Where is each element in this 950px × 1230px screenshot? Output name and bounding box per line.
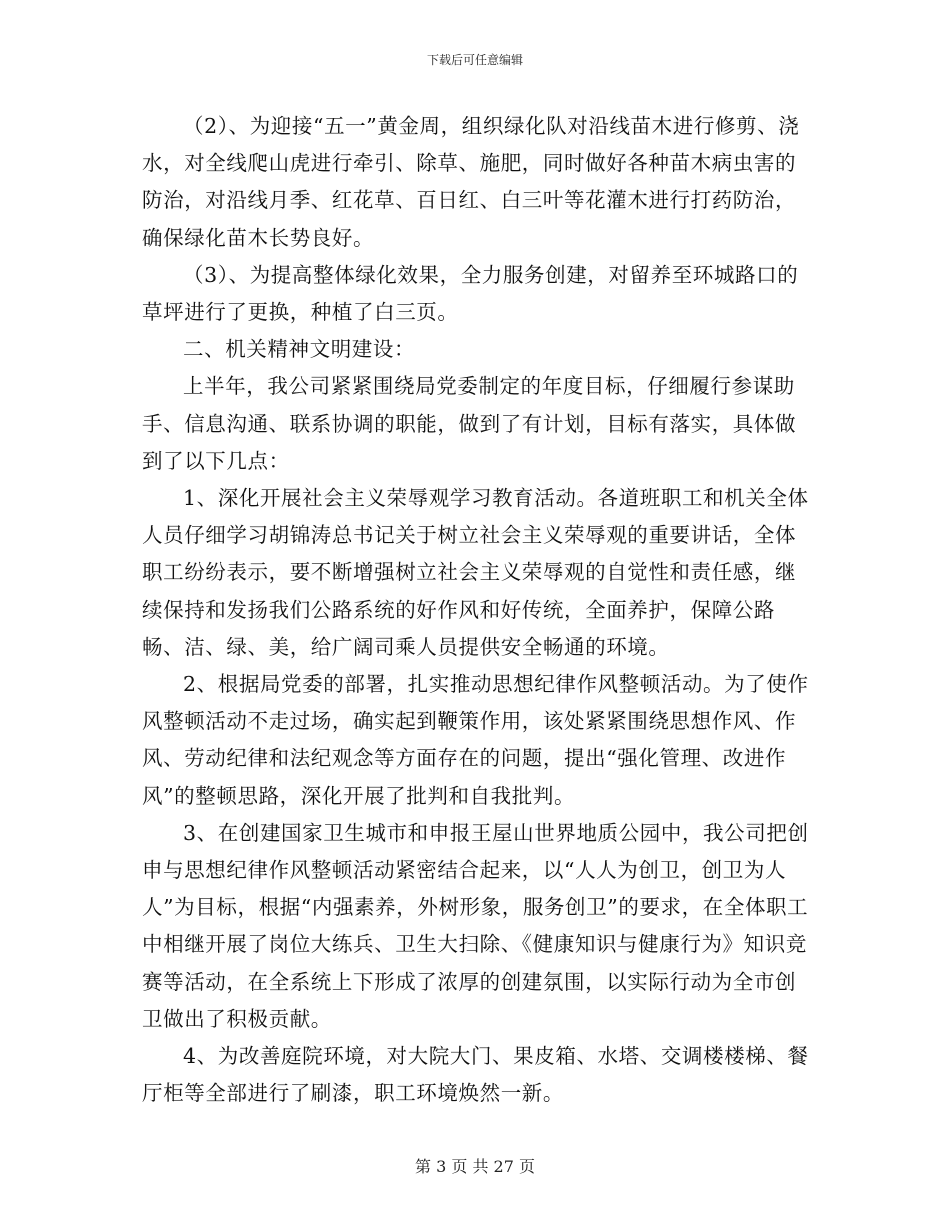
list-item-3: 3、在创建国家卫生城市和申报王屋山世界地质公园中，我公司把创申与思想纪律作风整顿活动紧密结合起来，以“人人为创卫，创卫为人人”为目标，根据“内强素养，外树形象，服务创卫”的要求，在全体职工中相继开展了岗位大练兵、卫生大扫除、《健康知识与健康行为》知识竞赛等活动，在全系统上下形成了浓厚的创建氛围，以实际行动为全市创卫做出了积极贡献。	[142, 820, 809, 1031]
paragraph-half-year-overview: 上半年，我公司紧紧围绕局党委制定的年度目标，仔细履行参谋助手、信息沟通、联系协调的职能，做到了有计划，目标有落实，具体做到了以下几点：	[142, 374, 797, 473]
list-item-4: 4、为改善庭院环境，对大院大门、果皮箱、水塔、交调楼楼梯、餐厅柜等全部进行了刷漆，职工环境焕然一新。	[142, 1044, 809, 1106]
page-header: 下载后可任意编辑	[426, 53, 523, 67]
paragraph-greening-may-day: （2）、为迎接“五一”黄金周，组织绿化队对沿线苗木进行修剪、浇水，对全线爬山虎进行牵引、除草、施肥，同时做好各种苗木病虫害的防治，对沿线月季、红花草、百日红、白三叶等花灌木进行打药防治，确保绿化苗木长势良好。	[142, 114, 800, 250]
section-heading-civilization: 二、机关精神文明建设：	[183, 337, 416, 362]
document-body	[142, 108, 810, 1112]
list-item-1: 1、深化开展社会主义荣辱观学习教育活动。各道班职工和机关全体人员仔细学习胡锦涛总书记关于树立社会主义荣辱观的重要讲话，全体职工纷纷表示，要不断增强树立社会主义荣辱观的自觉性和责任感，继续保持和发扬我们公路系统的好作风和好传统，全面养护，保障公路畅、洁、绿、美，给广阔司乘人员提供安全畅通的环境。	[142, 486, 809, 659]
list-item-2: 2、根据局党委的部署，扎实推动思想纪律作风整顿活动。为了使作风整顿活动不走过场，确实起到鞭策作用，该处紧紧围绕思想作风、作风、劳动纪律和法纪观念等方面存在的问题，提出“强化管理、改进作风”的整顿思路，深化开展了批判和自我批判。	[142, 672, 809, 808]
paragraph-lawn-replacement: （3）、为提高整体绿化效果，全力服务创建，对留养至环城路口的草坪进行了更换，种植了白三页。	[142, 262, 799, 325]
page-number-footer: 第 3 页 共 27 页	[415, 1157, 535, 1176]
